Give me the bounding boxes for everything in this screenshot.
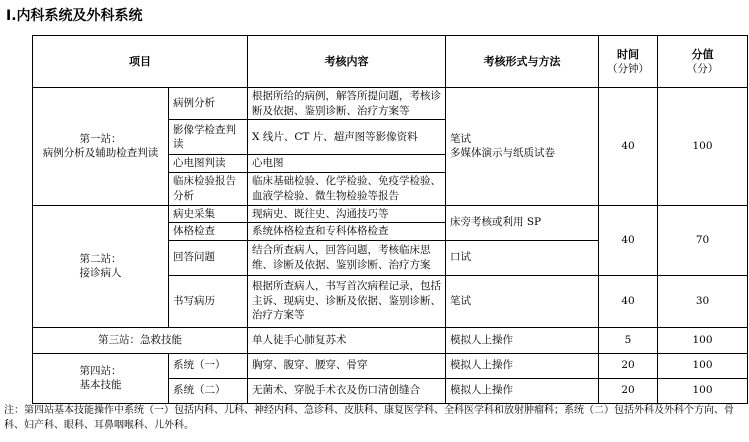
table-row <box>33 353 748 378</box>
station1-method <box>446 88 599 206</box>
station3-score: 100 <box>658 327 748 353</box>
station2-method-oral: 口试 <box>446 240 599 275</box>
station2-score-a: 70 <box>658 205 748 275</box>
station1-content-case-analysis: 根据所给的病例，解答所提问题，考核诊断及依据、鉴别诊断、治疗方案等 <box>248 88 446 120</box>
station2-content-questions: 结合所查病人，回答问题，考核临床思维、诊断及依据、鉴别诊断、治疗方案 <box>248 240 446 275</box>
station2-content-exam: 系统体格检查和专科体格检查 <box>248 223 446 241</box>
header-score-unit: （分） <box>686 62 719 75</box>
station2-name-line2: 接诊病人 <box>79 267 122 279</box>
exam-table <box>32 35 748 404</box>
station2-item-questions: 回答问题 <box>169 240 248 275</box>
header-score-title: 分值 <box>691 47 714 61</box>
station2-time-b: 40 <box>599 275 658 327</box>
station2-item-history: 病史采集 <box>169 205 248 223</box>
station4-content-system1: 胸穿、腹穿、腰穿、骨穿 <box>248 353 446 378</box>
station4-name-line1: 第四站： <box>79 364 122 377</box>
station4-time-system2: 20 <box>599 378 658 403</box>
station1-content-imaging: X 线片、CT 片、超声图等影像资料 <box>248 120 446 155</box>
station1-score: 100 <box>658 88 748 206</box>
station4-item-system1: 系统（一） <box>169 353 248 378</box>
table-row <box>33 327 748 353</box>
station4-method-system2: 模拟人上操作 <box>446 378 599 403</box>
header-row <box>33 36 748 88</box>
station3-method: 模拟人上操作 <box>446 327 599 353</box>
page-title: Ⅰ.内科系统及外科系统 <box>6 8 143 24</box>
header-time <box>599 36 658 88</box>
station1-name-line1: 第一站： <box>79 132 122 145</box>
station1-item-ecg: 心电图判读 <box>169 155 248 173</box>
station2-content-record: 根据所查病人，书写首次病程记录，包括主诉、现病史、诊断及依据、鉴别诊断、治疗方案等 <box>248 275 446 327</box>
station3-content: 单人徒手心肺复苏术 <box>248 327 446 353</box>
station1-method-line2: 多媒体演示与纸质试卷 <box>450 147 555 160</box>
station1-time: 40 <box>599 88 658 206</box>
station1-item-case-analysis: 病例分析 <box>169 88 248 120</box>
station2-method-sp: 床旁考核或利用 SP <box>446 205 599 240</box>
station1-content-ecg: 心电图 <box>248 155 446 173</box>
header-score <box>658 36 748 88</box>
station3-time: 5 <box>599 327 658 353</box>
station2-content-history: 现病史、既往史、沟通技巧等 <box>248 205 446 223</box>
station4-method-system1: 模拟人上操作 <box>446 353 599 378</box>
station2-name <box>33 205 169 327</box>
footnote: 注：第四站基本技能操作中系统（一）包括内科、儿科、神经内科、急诊科、皮肤科、康复医学科、全科医学科和放射肿瘤科；系统（二）包括外科及外科个方向、骨科、妇产科、眼科、耳鼻咽喉科、儿外科。 <box>4 405 734 431</box>
station2-item-exam: 体格检查 <box>169 223 248 241</box>
station1-content-lab: 临床基础检验、化学检验、免疫学检验、血液学检验、微生物检验等报告 <box>248 172 446 205</box>
station4-item-system2: 系统（二） <box>169 378 248 403</box>
station4-time-system1: 20 <box>599 353 658 378</box>
station1-item-imaging: 影像学检查判读 <box>169 120 248 155</box>
station4-name <box>33 353 169 403</box>
station2-score-b: 30 <box>658 275 748 327</box>
table-row <box>33 205 748 223</box>
station1-name-line2: 病例分析及辅助检查判读 <box>42 147 159 160</box>
station2-time-a: 40 <box>599 205 658 275</box>
station2-name-line1: 第二站： <box>79 252 122 265</box>
station1-item-lab: 临床检验报告分析 <box>169 172 248 205</box>
station1-method-line1: 笔试 <box>450 132 471 145</box>
header-time-unit: （分钟） <box>607 62 649 75</box>
station4-name-line2: 基本技能 <box>79 379 122 391</box>
header-item: 项目 <box>33 36 248 88</box>
table-row <box>33 88 748 120</box>
header-time-title: 时间 <box>617 47 639 61</box>
station4-score-system1: 100 <box>658 353 748 378</box>
station3-name: 第三站：急救技能 <box>33 327 248 353</box>
station2-method-written: 笔试 <box>446 275 599 327</box>
station4-content-system2: 无菌术、穿脱手术衣及伤口清创缝合 <box>248 378 446 403</box>
header-content: 考核内容 <box>248 36 446 88</box>
station1-name <box>33 88 169 206</box>
header-method: 考核形式与方法 <box>446 36 599 88</box>
station2-item-record: 书写病历 <box>169 275 248 327</box>
station4-score-system2: 100 <box>658 378 748 403</box>
